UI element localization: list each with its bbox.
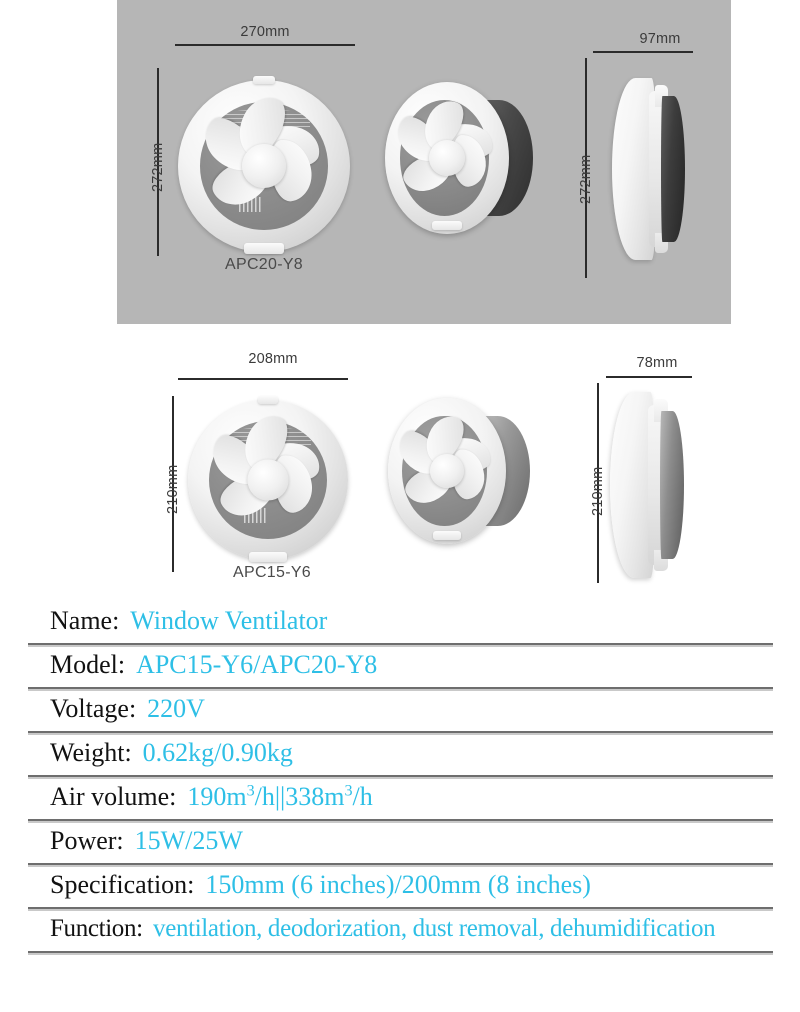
fan-side-view-apc20 (612, 78, 690, 260)
top-front-width-dimension-line (175, 44, 355, 46)
fan-front-view-apc15 (188, 400, 348, 560)
top-front-height-dimension-label: 272mm (150, 142, 166, 192)
bottom-side-height-dimension-label: 210mm (590, 466, 606, 516)
spec-row-name (28, 601, 773, 645)
fan-housing-angled (385, 82, 509, 234)
spec-value: 150mm (6 inches)/200mm (8 inches) (205, 870, 591, 899)
bottom-side-width-dimension-line (606, 376, 692, 378)
fan-angled-view-apc15 (388, 398, 530, 544)
fan-front-view-apc20 (178, 80, 350, 252)
fan-housing-angled (388, 398, 506, 544)
bottom-front-width-dimension-line (178, 378, 348, 380)
spec-label: Weight: (50, 738, 139, 767)
spec-row-weight (28, 733, 773, 777)
spec-label: Power: (50, 826, 131, 855)
fan-side-duct (660, 411, 684, 560)
spec-row-power (28, 821, 773, 865)
fan-hub (248, 460, 289, 501)
spec-row-function (28, 909, 773, 953)
spec-label: Model: (50, 650, 132, 679)
top-side-width-dimension-line (593, 51, 693, 53)
fan-hub (242, 144, 286, 188)
fan-latch (432, 221, 462, 230)
bottom-front-width-dimension-label: 208mm (248, 351, 298, 367)
spec-value: Window Ventilator (130, 606, 328, 635)
spec-value: 0.62kg/0.90kg (142, 738, 293, 767)
bottom-front-height-dimension-label: 210mm (165, 464, 181, 514)
spec-row-air-volume (28, 777, 773, 821)
specification-list (28, 601, 773, 953)
spec-value: $190m^3/h||338m^3/h$ (187, 782, 373, 811)
top-side-width-dimension-label: 97mm (639, 31, 681, 47)
spec-label: Specification: (50, 870, 201, 899)
fan-angled-view-apc20 (385, 82, 533, 234)
spec-value: APC15-Y6/APC20-Y8 (136, 650, 378, 679)
fan-hub (430, 454, 464, 488)
fan-hub (429, 140, 465, 176)
spec-row-voltage (28, 689, 773, 733)
spec-value: 15W/25W (134, 826, 243, 855)
spec-label: Voltage: (50, 694, 143, 723)
top-front-width-dimension-label: 270mm (240, 24, 290, 40)
fan-latch (249, 552, 287, 562)
fan-top-clip (253, 76, 275, 84)
top-side-height-dimension-label: 272mm (578, 154, 594, 204)
spec-label: Function: (50, 915, 149, 942)
fan-top-clip (258, 396, 278, 404)
spec-label: Air volume: (50, 782, 183, 811)
top-model-caption: APC20-Y8 (225, 256, 303, 273)
spec-row-specification (28, 865, 773, 909)
spec-value: 220V (147, 694, 205, 723)
fan-latch (244, 243, 284, 254)
bottom-side-width-dimension-label: 78mm (636, 355, 678, 371)
bottom-model-caption: APC15-Y6 (233, 564, 311, 581)
spec-value: ventilation, deodorization, dust removal, dehumidification (153, 915, 716, 942)
spec-row-model (28, 645, 773, 689)
fan-latch (433, 531, 461, 540)
fan-side-duct (661, 96, 684, 242)
spec-label: Name: (50, 606, 126, 635)
fan-side-view-apc15 (610, 392, 690, 578)
